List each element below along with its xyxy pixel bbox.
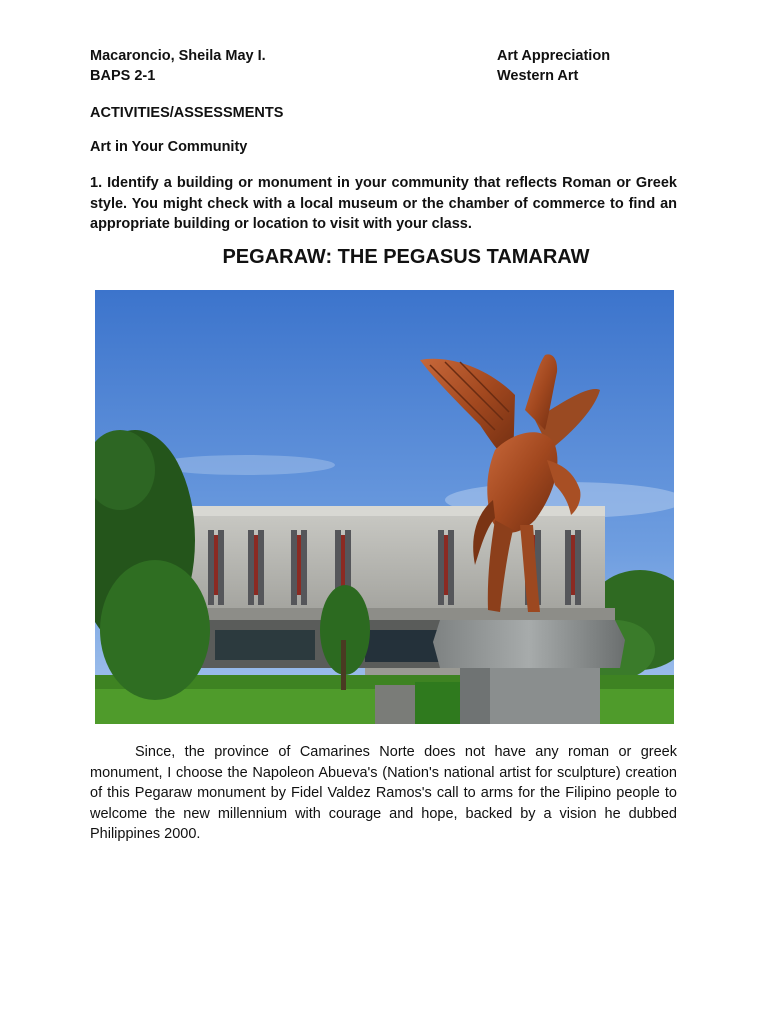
body-paragraph: Since, the province of Camarines Norte does not have any roman or greek monument, I choose the Napoleon Abueva's (Nation's national artist for sculpture) creation of this Pegaraw monument by Fidel Valdez Ramos's call to arms for the Filipino people to welcome the new millennium with courage and hope, backed by a vision he dubbed Philippines 2000. (90, 744, 677, 842)
activity-title: Art in Your Community (90, 139, 248, 155)
student-section: BAPS 2-1 (90, 68, 156, 84)
course-info (497, 46, 610, 86)
student-info (90, 46, 266, 86)
course-topic: Western Art (497, 68, 579, 84)
question-text: 1. Identify a building or monument in your community that reflects Roman or Greek style. You might check with a local museum or the chamber of commerce to find an appropriate building or location to visit with your class. (90, 175, 677, 232)
monument-title: PEGARAW: THE PEGASUS TAMARAW (222, 246, 590, 268)
course-name: Art Appreciation (497, 48, 611, 64)
student-name: Macaroncio, Sheila May I. (90, 48, 266, 64)
monument-photo (95, 290, 674, 724)
activities-heading: ACTIVITIES/ASSESSMENTS (90, 105, 284, 121)
